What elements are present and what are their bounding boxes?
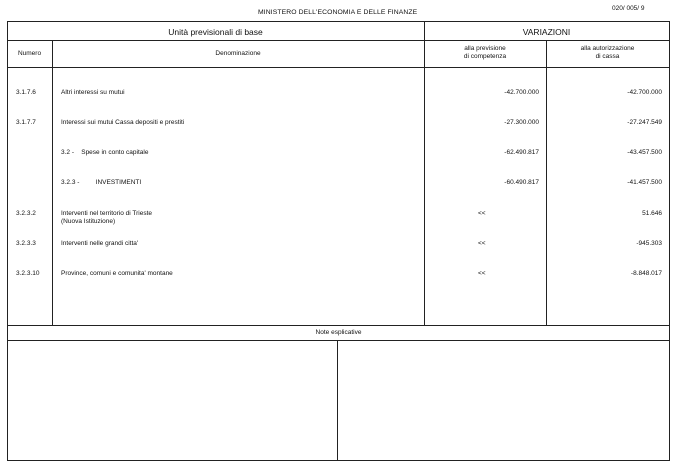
group-header-variazioni: VARIAZIONI	[522, 27, 571, 37]
row-previsione: -62.490.817	[504, 149, 539, 156]
row-previsione: -42.700.000	[504, 89, 539, 96]
row-numero: 3.1.7.7	[16, 119, 36, 126]
row-cassa: -43.457.500	[627, 149, 662, 156]
row-cassa: -8.848.017	[630, 270, 662, 277]
group-header-unita: Unità previsionali di base	[168, 27, 263, 37]
notes-title: Note esplicative	[315, 329, 362, 336]
row-denominazione: Altri interessi su mutui	[61, 89, 125, 96]
row-cassa: -42.700.000	[627, 89, 662, 96]
row-denominazione: Interessi sui mutui Cassa depositi e prestiti	[61, 119, 185, 126]
col-header-numero: Numero	[17, 50, 42, 57]
col-header-denominazione: Denominazione	[215, 50, 261, 57]
row-cassa: -27.247.549	[627, 119, 662, 126]
col-header-previsione: alla previsione di competenza	[463, 45, 507, 60]
row-previsione: <<	[478, 270, 486, 277]
row-cassa: -945.303	[636, 240, 662, 247]
row-numero: 3.2.3.10	[16, 270, 40, 277]
row-denominazione: Interventi nel territorio di Trieste (Nuova Istituzione)	[61, 210, 153, 225]
row-numero: 3.2.3.3	[16, 240, 36, 247]
notes-right-panel	[338, 341, 669, 460]
row-denominazione: 3.2 - Spese in conto capitale	[61, 149, 149, 156]
page-code: 020/ 005/ 9	[612, 5, 645, 12]
row-numero: 3.1.7.6	[16, 89, 36, 96]
row-cassa: -41.457.500	[627, 179, 662, 186]
row-denominazione: Province, comuni e comunita' montane	[61, 270, 173, 277]
col-header-cassa: alla autorizzazione di cassa	[580, 45, 635, 60]
ministry-title: MINISTERO DELL'ECONOMIA E DELLE FINANZE	[258, 9, 418, 16]
notes-left-panel	[8, 341, 337, 460]
row-previsione: -60.490.817	[504, 179, 539, 186]
row-numero: 3.2.3.2	[16, 210, 36, 217]
row-previsione: -27.300.000	[504, 119, 539, 126]
row-denominazione: 3.2.3 - INVESTIMENTI	[61, 179, 142, 186]
row-cassa: 51.646	[642, 210, 662, 217]
row-previsione: <<	[478, 210, 486, 217]
row-denominazione: Interventi nelle grandi citta'	[61, 240, 139, 247]
row-previsione: <<	[478, 240, 486, 247]
